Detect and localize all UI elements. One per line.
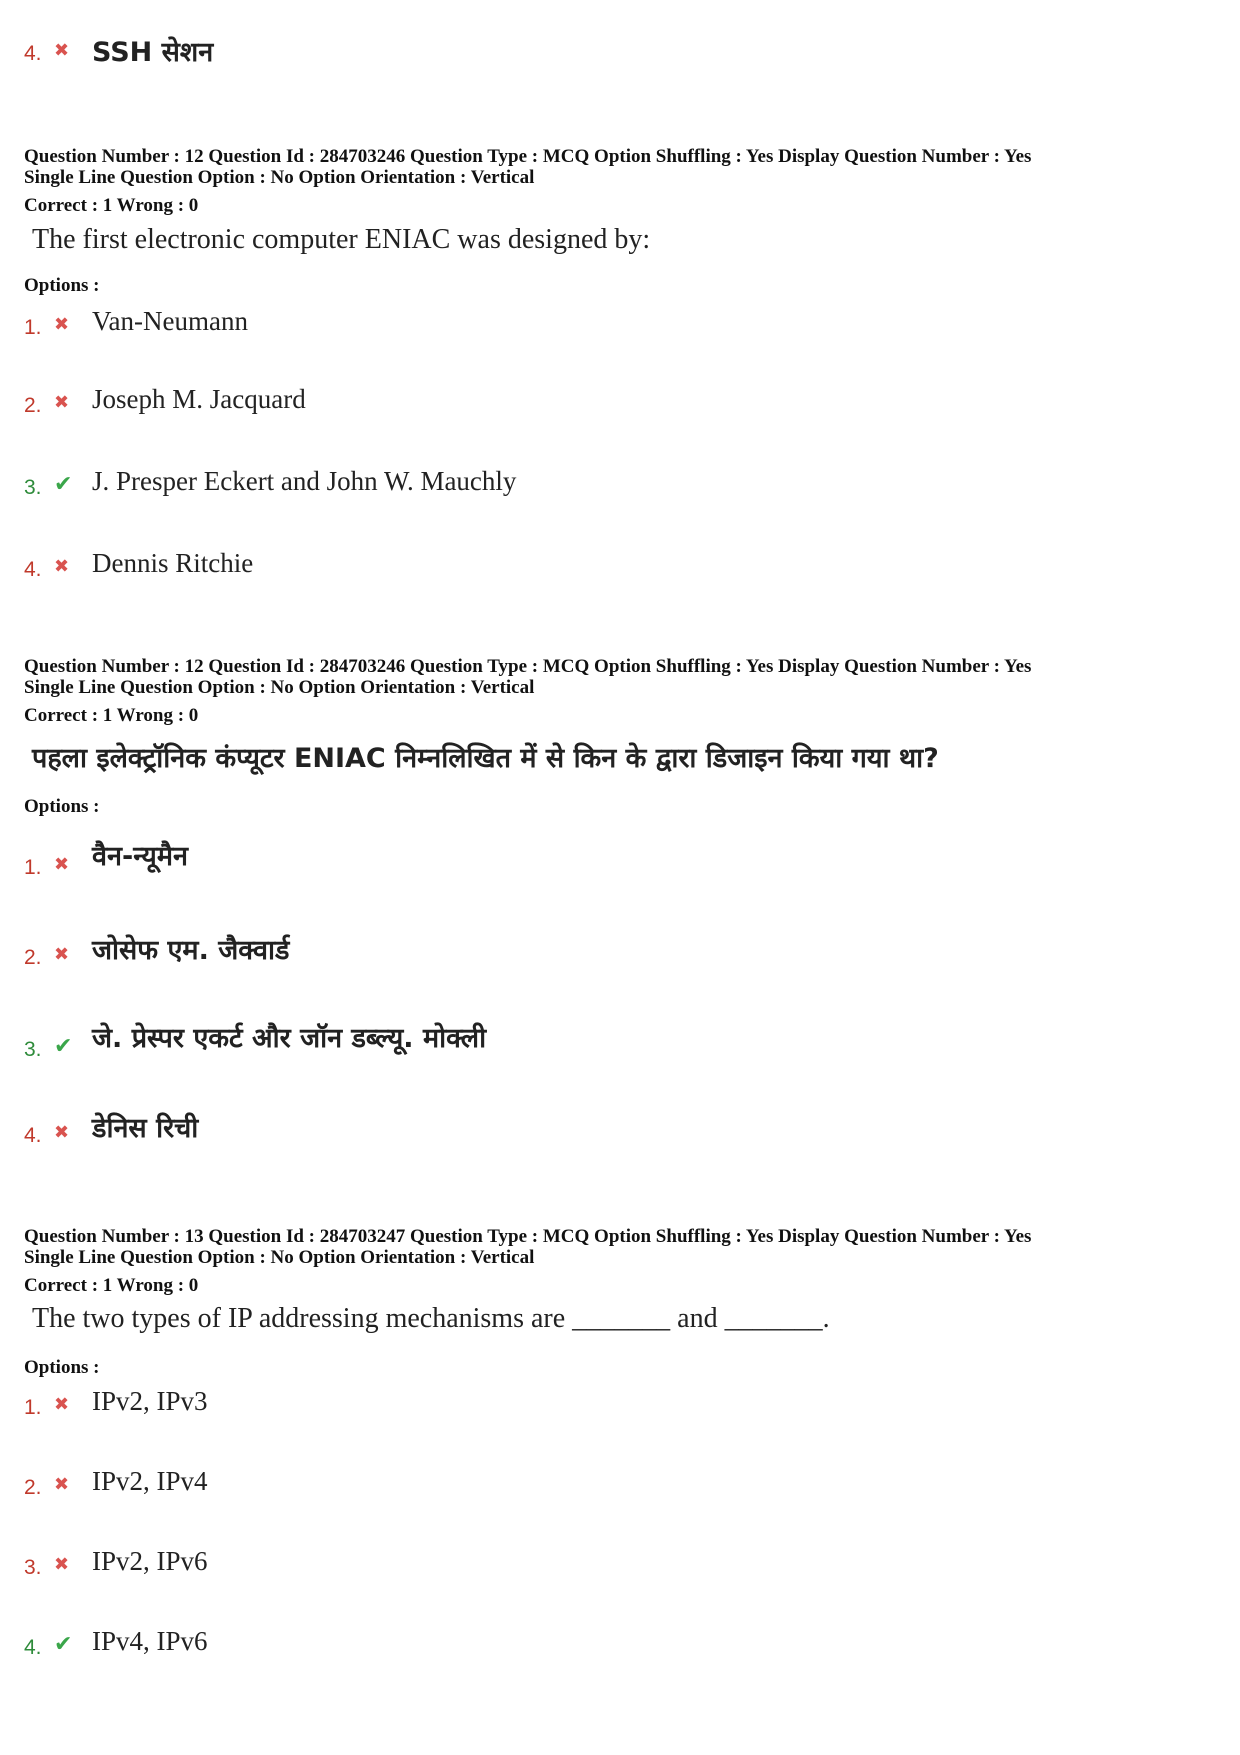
question-score: Correct : 1 Wrong : 0 xyxy=(24,705,199,726)
option-number: 2. xyxy=(24,946,42,969)
cross-icon: ✖ xyxy=(54,40,70,61)
cross-icon: ✖ xyxy=(54,1554,70,1575)
question-meta: Question Number : 13 Question Id : 284703247 Question Type : MCQ Option Shuffling : Yes Display Question Number : Yes xyxy=(24,1226,1032,1247)
cross-icon: ✖ xyxy=(54,314,70,335)
option-text: जोसेफ एम. जैक्वार्ड xyxy=(92,935,290,966)
cross-icon: ✖ xyxy=(54,1474,70,1495)
check-icon: ✔ xyxy=(54,1034,73,1059)
option-number: 1. xyxy=(24,1396,42,1419)
question-score: Correct : 1 Wrong : 0 xyxy=(24,1275,199,1296)
option-text: डेनिस रिची xyxy=(92,1113,199,1144)
option-number: 4. xyxy=(24,1636,42,1659)
option-text: SSH सेशन xyxy=(92,37,214,68)
question-meta: Question Number : 12 Question Id : 284703246 Question Type : MCQ Option Shuffling : Yes Display Question Number : Yes xyxy=(24,656,1032,677)
options-label: Options : xyxy=(24,796,100,817)
option-text: वैन-न्यूमैन xyxy=(92,841,188,872)
option-number: 1. xyxy=(24,856,42,879)
option-text: IPv4, IPv6 xyxy=(92,1626,208,1656)
option-number: 1. xyxy=(24,316,42,339)
option-number: 4. xyxy=(24,558,42,581)
option-number: 3. xyxy=(24,1038,42,1061)
option-text: Dennis Ritchie xyxy=(92,548,254,578)
option-text: Joseph M. Jacquard xyxy=(92,384,306,414)
option-text: IPv2, IPv6 xyxy=(92,1546,208,1576)
option-text: IPv2, IPv3 xyxy=(92,1386,208,1416)
option-number: 2. xyxy=(24,1476,42,1499)
cross-icon: ✖ xyxy=(54,556,70,577)
question-meta: Single Line Question Option : No Option Orientation : Vertical xyxy=(24,1247,535,1268)
cross-icon: ✖ xyxy=(54,854,70,875)
cross-icon: ✖ xyxy=(54,1394,70,1415)
question-text: The first electronic computer ENIAC was designed by: xyxy=(32,224,651,255)
option-number: 3. xyxy=(24,1556,42,1579)
check-icon: ✔ xyxy=(54,472,73,497)
option-text: जे. प्रेस्पर एकर्ट और जॉन डब्ल्यू. मोक्ली xyxy=(92,1023,487,1054)
option-text: Van-Neumann xyxy=(92,306,248,336)
question-meta: Single Line Question Option : No Option Orientation : Vertical xyxy=(24,167,535,188)
cross-icon: ✖ xyxy=(54,944,70,965)
option-text: J. Presper Eckert and John W. Mauchly xyxy=(92,466,517,496)
question-text: The two types of IP addressing mechanisms are _______ and _______. xyxy=(32,1303,830,1334)
options-label: Options : xyxy=(24,1357,100,1378)
option-number: 4. xyxy=(24,1124,42,1147)
cross-icon: ✖ xyxy=(54,392,70,413)
question-text: पहला इलेक्ट्रॉनिक कंप्यूटर ENIAC निम्नलिखित में से किन के द्वारा डिजाइन किया गया था? xyxy=(32,743,939,774)
options-label: Options : xyxy=(24,275,100,296)
option-number: 3. xyxy=(24,476,42,499)
question-score: Correct : 1 Wrong : 0 xyxy=(24,195,199,216)
check-icon: ✔ xyxy=(54,1632,73,1657)
question-meta: Single Line Question Option : No Option Orientation : Vertical xyxy=(24,677,535,698)
question-meta: Question Number : 12 Question Id : 284703246 Question Type : MCQ Option Shuffling : Yes Display Question Number : Yes xyxy=(24,146,1032,167)
option-number: 2. xyxy=(24,394,42,417)
option-number: 4. xyxy=(24,42,42,65)
option-text: IPv2, IPv4 xyxy=(92,1466,208,1496)
cross-icon: ✖ xyxy=(54,1122,70,1143)
